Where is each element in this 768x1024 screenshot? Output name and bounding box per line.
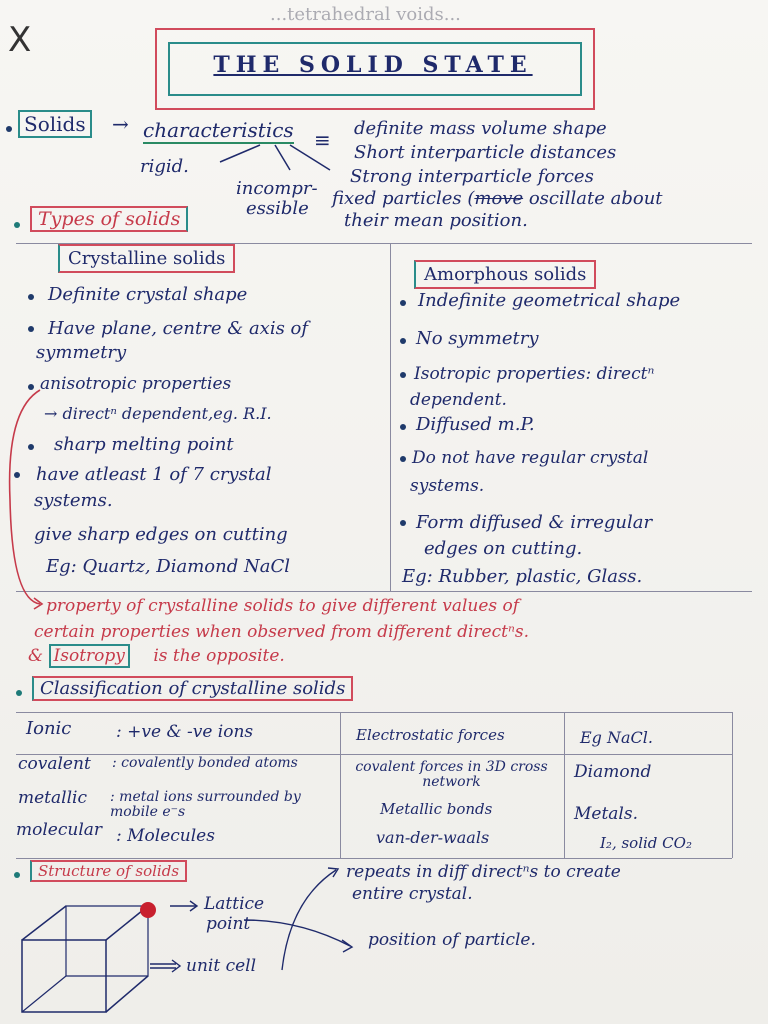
class-desc-molecular: : Molecules [116,826,215,846]
corner-cross-mark: X [8,20,32,60]
class-eg-ionic: Eg NaCl. [580,728,653,747]
position-label: position of particle. [368,930,536,950]
amorphous-point-3: Isotropic properties: directⁿ [414,364,655,384]
isotropy-rest: is the opposite. [153,646,285,666]
table-divider [732,712,733,858]
class-desc-covalent: : covalently bonded atoms [112,755,298,771]
classification-label: Classification of crystalline solids [32,676,353,701]
arrow-glyph: → [112,112,129,136]
table-divider [390,243,391,591]
bullet-icon [28,294,34,300]
class-force-covalent: covalent forces in 3D cross network [355,759,548,790]
isotropy-prefix: & [28,646,44,666]
table-line [16,591,752,592]
bullet-icon [400,424,406,430]
crystalline-point-3b: → directⁿ dependent,eg. R.I. [44,404,272,423]
crystalline-point-5: have atleast 1 of 7 crystal [36,464,272,485]
crystalline-example: Eg: Quartz, Diamond NaCl [46,556,290,577]
amorphous-example: Eg: Rubber, plastic, Glass. [402,566,643,587]
crystalline-header: Crystalline solids [58,244,235,273]
amorphous-point-4: Diffused m.P. [416,414,535,435]
anisotropy-note-2: certain properties when observed from different directⁿs. [34,622,529,642]
crystalline-point-2b: symmetry [36,342,127,363]
incompressible-label-2: essible [246,198,309,219]
lattice-label: Lattice [204,894,265,914]
class-type-covalent: covalent [18,754,91,774]
amorphous-point-6b: edges on cutting. [424,538,583,559]
characteristic-3: Strong interparticle forces [350,166,594,187]
types-label: Types of solids [30,206,188,232]
characteristic-2: Short interparticle distances [354,142,617,163]
equivalence-glyph: ≡ [314,128,331,152]
table-divider [564,712,565,858]
unit-cell-diagram [0,860,380,1024]
anisotropy-arrow [0,380,50,612]
characteristic-4-start: fixed particles ( [332,188,475,209]
table-divider [340,712,341,858]
point-label: point [206,914,251,934]
class-desc-ionic: : +ve & -ve ions [116,722,254,742]
crystalline-point-5b: systems. [34,490,113,511]
crystalline-point-2: Have plane, centre & axis of [48,318,309,339]
characteristic-5: their mean position. [344,210,528,231]
table-line [16,712,732,713]
class-eg-covalent: Diamond [574,762,652,782]
incompressible-label-1: incompr- [236,178,318,199]
structure-label: Structure of solids [30,860,187,882]
lattice-point-dot [140,902,156,918]
bullet-icon [400,300,406,306]
amorphous-point-6: Form diffused & irregular [416,512,653,533]
table-line [16,858,732,859]
crystalline-point-1: Definite crystal shape [48,284,248,305]
amorphous-point-3b: dependent. [410,390,507,410]
crystalline-point-6: give sharp edges on cutting [34,524,288,545]
amorphous-point-5: Do not have regular crystal [412,448,649,468]
crystalline-point-3: anisotropic properties [40,374,232,394]
rigid-label: rigid. [140,156,189,177]
characteristic-4 [332,188,663,209]
unit-cell-label: unit cell [186,956,257,976]
class-force-ionic: Electrostatic forces [356,726,505,744]
class-type-molecular: molecular [16,820,103,840]
bullet-icon [6,126,12,132]
amorphous-header: Amorphous solids [414,260,596,289]
crystalline-point-4: sharp melting point [54,434,234,455]
amorphous-point-2: No symmetry [416,328,539,349]
isotropy-term: Isotropy [49,644,130,668]
bullet-icon [400,456,406,462]
characteristic-1: definite mass volume shape [354,118,607,139]
top-scribble: ...tetrahedral voids... [270,4,461,25]
bullet-icon [400,520,406,526]
bullet-icon [400,338,406,344]
characteristics-heading: characteristics [143,118,294,142]
bullet-icon [14,222,20,228]
solids-label: Solids [18,110,92,138]
anisotropy-note-1: property of crystalline solids to give different values of [46,596,520,616]
amorphous-point-5b: systems. [410,476,485,496]
class-eg-molecular: I₂, solid CO₂ [600,834,692,852]
isotropy-note [28,646,285,666]
bullet-icon [28,326,34,332]
page-title: THE SOLID STATE [213,52,533,78]
class-desc-metallic: : metal ions surrounded by mobile e⁻s [110,789,301,820]
bullet-icon [400,372,406,378]
characteristic-4-end: oscillate about [528,188,663,209]
class-force-metallic: Metallic bonds [380,800,493,818]
characteristic-4-struck: move [474,188,524,209]
structure-repeats-1: repeats in diff directⁿs to create [346,862,621,882]
structure-repeats-2: entire crystal. [352,884,473,904]
class-eg-metallic: Metals. [574,804,638,824]
bullet-icon [16,690,22,696]
class-force-molecular: van-der-waals [376,828,490,847]
amorphous-point-1: Indefinite geometrical shape [418,290,681,311]
class-type-ionic: Ionic [26,718,72,739]
branch-lines [180,140,340,190]
class-type-metallic: metallic [18,788,87,808]
